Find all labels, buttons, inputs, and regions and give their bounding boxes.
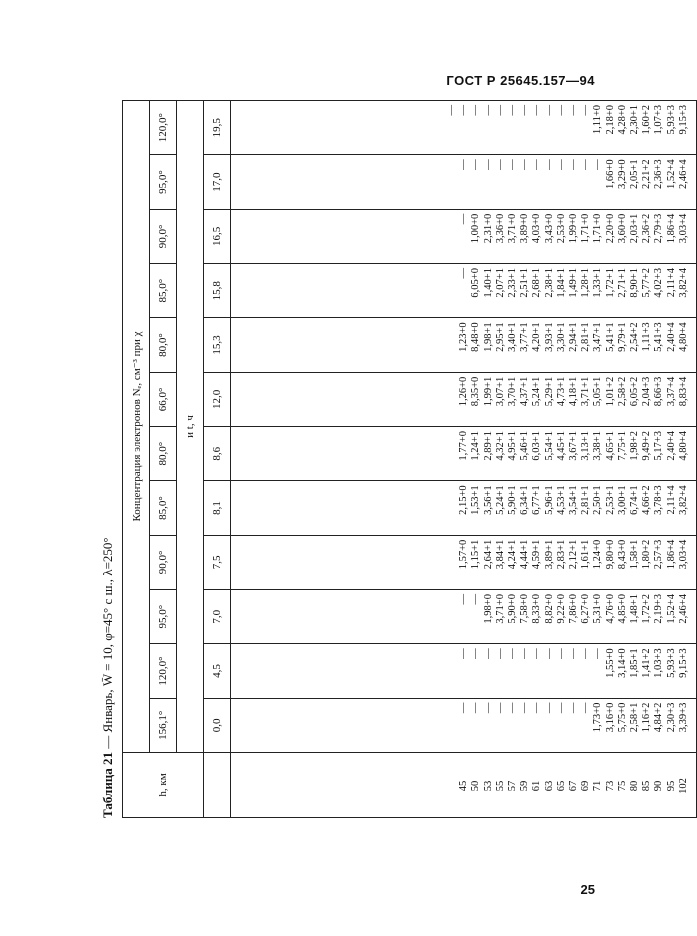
page-number: 25 [580,882,595,897]
caption-label: Таблица 21 [100,751,115,818]
chi-header-8: 85,0° [150,264,177,318]
chi-header-11: 120,0° [150,101,177,155]
time-header-1: 4,5 [204,644,231,698]
table-body-row [231,101,697,818]
time-header-7: 15,3 [204,318,231,372]
time-label-row [177,101,204,818]
time-header-5: 8,6 [204,427,231,481]
chi-header-6: 66,0° [150,372,177,426]
data-column-4: 2,15+0 1,53+1 3,56+1 5,24+1 5,90+1 6,34+1 6,77+1 5,96+1 4,53+1 3,54+1 2,81+1 2,50+1 2,53+1 3,00+1 6,74+1 4,66+2 3,78+3 2,11+4 3,82+4 [231,481,697,535]
time-header-9: 16,5 [204,209,231,263]
data-column-0: — — — — — — — — — — — 1,73+0 3,16+0 5,75+0 2,58+1 1,16+2 4,84+2 2,30+3 3,39+3 [231,698,697,752]
chi-header-4: 85,0° [150,481,177,535]
time-header-8: 15,8 [204,264,231,318]
data-column-8: — 6,05+0 1,40+1 2,07+1 2,33+1 2,51+1 2,68+1 2,38+1 1,84+1 1,49+1 1,28+1 1,33+1 1,72+1 2,71+1 8,90+1 5,77+2 4,02+3 2,11+4 3,82+4 [231,264,697,318]
concentration-header: Концентрация электронов Nₑ, см⁻³ при χ [123,101,150,753]
data-column-3: 1,57+0 1,15+1 2,64+1 3,84+1 4,24+1 4,44+1 4,59+1 3,89+1 2,83+1 2,12+1 1,61+1 1,24+0 9,80+0 8,43+0 1,58+1 1,80+2 2,57+3 1,86+4 3,03+4 [231,535,697,589]
chi-header-2: 95,0° [150,590,177,644]
data-column-5: 1,77+0 1,24+1 2,89+1 4,32+1 4,95+1 5,46+1 6,03+1 5,54+1 4,45+1 3,67+1 3,13+1 3,38+1 4,65+1 7,75+1 1,98+2 9,49+2 5,17+3 2,40+4 4,80+4 [231,427,697,481]
data-column-6: 1,26+0 8,35+0 1,99+1 3,07+1 3,70+1 4,37+1 5,24+1 5,29+1 4,73+1 4,18+1 3,71+1 5,05+1 1,01+2 2,58+2 6,05+2 2,04+3 8,66+3 3,37+4 8,83+4 [231,372,697,426]
table-caption [100,537,116,818]
chi-header-9: 90,0° [150,209,177,263]
time-header-2: 7,0 [204,590,231,644]
time-header-6: 12,0 [204,372,231,426]
chi-header-1: 120,0° [150,644,177,698]
time-header-11: 19,5 [204,101,231,155]
h-column-header: h, км [123,753,204,818]
chi-header-3: 90,0° [150,535,177,589]
data-column-7: 1,23+0 8,48+0 1,98+1 2,95+1 3,40+1 3,77+1 4,20+1 3,93+1 3,30+1 2,94+1 2,81+1 3,47+1 5,41+1 9,79+1 2,54+2 1,11+3 5,41+3 2,40+4 4,80+4 [231,318,697,372]
data-column-1: — — — — — — — — — — — — 1,55+0 3,14+0 1,85+1 1,41+2 1,03+3 5,93+3 9,15+3 [231,644,697,698]
time-header: и t, ч [177,101,204,753]
time-header-4: 8,1 [204,481,231,535]
time-header-10: 17,0 [204,155,231,209]
time-header-0: 0,0 [204,698,231,752]
data-column-9: — 1,00+0 2,31+0 3,36+0 3,71+0 3,89+0 4,03+0 3,43+0 2,53+0 1,99+0 1,71+0 1,71+0 2,20+0 3,60+0 2,03+1 2,36+2 2,79+3 1,86+4 3,03+4 [231,209,697,263]
data-column-10: — — — — — — — — — — — — 1,66+0 3,29+0 2,05+1 2,21+2 2,36+3 1,52+4 2,46+4 [231,155,697,209]
time-header-3: 7,5 [204,535,231,589]
chi-header-7: 80,0° [150,318,177,372]
chi-header-10: 95,0° [150,155,177,209]
data-column-11: — — — — — — — — — — — — 1,11+0 2,18+0 4,28+0 2,30+1 1,60+2 1,07+3 5,93+3 9,15+3 [231,101,697,155]
chi-header-5: 80,0° [150,427,177,481]
rotated-table-block [100,98,689,818]
caption-text: — Январь, W̄ = 10, φ=45° с ш., λ=250° [100,537,115,752]
data-column-2: — — 1,98+0 3,71+0 5,90+0 7,58+0 8,33+0 8,82+0 9,22+0 7,86+0 6,27+0 5,31+0 4,76+0 4,85+0 1,48+1 1,72+2 2,19+3 1,52+4 2,46+4 [231,590,697,644]
electron-concentration-table [122,100,697,818]
document-header: ГОСТ Р 25645.157—94 [446,73,595,88]
h-values-column: 45 50 53 55 57 59 61 63 65 67 69 71 73 75 80 85 90 95 102 [231,753,697,818]
chi-header-row [150,101,177,818]
h-blank-cell [204,753,231,818]
time-values-row [204,101,231,818]
chi-header-0: 156,1° [150,698,177,752]
